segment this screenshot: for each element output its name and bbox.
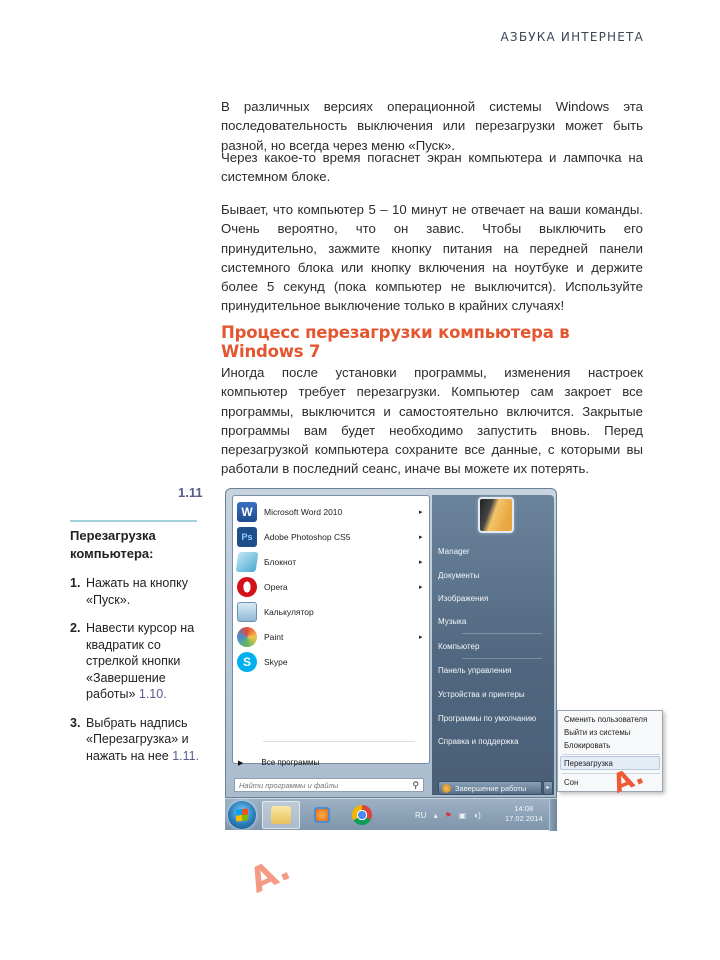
program-paint[interactable]: Paint ▸ [237, 625, 427, 649]
submenu-arrow-icon: ▸ [419, 534, 423, 541]
section-heading: Процесс перезагрузки компьютера в Windows 7 [221, 323, 570, 361]
paragraph-windows-versions: В различных версиях операционной системы Windows эта последовательность выключения или перезагрузки может быть разной, но всегда через меню «Пуск». [221, 99, 643, 153]
shutdown-options-arrow[interactable]: ▸ [543, 781, 553, 795]
taskbar-explorer[interactable] [262, 801, 300, 829]
search-input[interactable] [239, 781, 412, 790]
divider [462, 633, 542, 634]
submenu-arrow-icon: ▸ [419, 634, 423, 641]
chrome-icon [352, 805, 372, 825]
programs-panel [232, 495, 430, 767]
paint-icon [237, 627, 257, 647]
submenu-arrow-icon: ▸ [419, 584, 423, 591]
menu-item-restart[interactable]: Перезагрузка [564, 759, 613, 768]
skype-icon: S [237, 652, 257, 672]
paragraph-forced-shutdown: Бывает, что компьютер 5 – 10 минут не отвечает на ваши команды. Очень вероятно, что он завис. Чтобы выключить его принудительно, зажмите кнопку питания на передней панели системного блока или кнопку включения на ноутбуке и держите более 5 секунд (пока компьютер не выключится). Используйте принудительное выключение только в крайних случаях! [221, 202, 643, 314]
divider [462, 658, 542, 659]
calculator-icon [237, 602, 257, 622]
network-icon[interactable]: ▣ [458, 810, 467, 820]
search-box[interactable] [234, 778, 424, 792]
paragraph-restart-process: Иногда после установки программы, изменения настроек компьютер требует перезагрузки. Компьютер сам закроет все программы, выключится и самостоятельно включится. Закрытые программы вам будет необходимо запустить вновь. Перед перезагрузкой компьютера сохраните все данные, с которыми вы работали в последний сеанс, иначе вы можете их потерять. [221, 365, 643, 477]
language-indicator[interactable]: RU [415, 810, 427, 820]
annotation-marker-a: A. [608, 760, 648, 800]
clock[interactable]: 14:08 17.02.2014 [505, 804, 543, 823]
program-calculator[interactable]: Калькулятор [237, 600, 427, 624]
place-default-programs[interactable]: Программы по умолчанию [438, 714, 537, 723]
figure-ref: 1.11. [172, 748, 200, 763]
place-control-panel[interactable]: Панель управления [438, 666, 512, 675]
submenu-arrow-icon: ▸ [419, 509, 423, 516]
step-item: 1. Нажать на кнопку «Пуск». [70, 576, 189, 607]
places-panel [432, 495, 554, 795]
place-computer[interactable]: Компьютер [438, 642, 480, 651]
volume-icon[interactable]: ◖) [473, 810, 481, 820]
program-opera[interactable]: Opera ▸ [237, 575, 427, 599]
program-word[interactable]: W Microsoft Word 2010 ▸ [237, 500, 427, 524]
triangle-right-icon: ▶ [238, 759, 244, 767]
notepad-icon [236, 552, 259, 572]
paragraph-screen-off: Через какое-то время погаснет экран компьютера и лампочка на системном блоке. [221, 150, 643, 185]
divider [263, 741, 415, 742]
running-head: АЗБУКА ИНТЕРНЕТА [500, 30, 644, 44]
steps-list [70, 575, 215, 776]
sidebar-divider [70, 520, 197, 522]
taskbar-chrome[interactable] [343, 801, 381, 829]
submenu-arrow-icon: ▸ [419, 559, 423, 566]
photoshop-icon: Ps [237, 527, 257, 547]
annotation-marker-a-large: A. [243, 848, 297, 902]
step-item: 2. Навести курсор на квадратик со стрелкой кнопки «Завершение работы» 1.10. [70, 621, 195, 701]
sidebar-title: Перезагрузка компьютера: [70, 528, 156, 561]
divider [562, 754, 660, 755]
figure-number: 1.11 [178, 485, 203, 500]
place-devices-printers[interactable]: Устройства и принтеры [438, 690, 525, 699]
menu-item-lock[interactable]: Блокировать [564, 741, 611, 750]
menu-item-sleep[interactable]: Сон [564, 778, 579, 787]
user-avatar[interactable] [478, 497, 514, 533]
place-help-support[interactable]: Справка и поддержка [438, 737, 519, 746]
action-center-icon[interactable]: ⚑ [444, 810, 452, 820]
program-notepad[interactable]: Блокнот ▸ [237, 550, 427, 574]
start-menu [225, 488, 557, 798]
system-tray [415, 799, 481, 831]
taskbar-media-player[interactable] [303, 801, 341, 829]
show-hidden-icons[interactable]: ▴ [433, 810, 438, 820]
folder-icon [271, 806, 291, 824]
word-icon: W [237, 502, 257, 522]
power-icon [442, 784, 451, 793]
place-documents[interactable]: Документы [438, 571, 480, 580]
start-button[interactable] [228, 801, 256, 829]
taskbar [225, 798, 557, 830]
media-player-icon [314, 807, 330, 823]
place-manager[interactable]: Manager [438, 547, 470, 556]
place-music[interactable]: Музыка [438, 617, 467, 626]
program-photoshop[interactable]: Ps Adobe Photoshop CS5 ▸ [237, 525, 427, 549]
all-programs-button[interactable]: ▶ Все программы [238, 758, 320, 767]
menu-item-switch-user[interactable]: Сменить пользователя [564, 715, 648, 724]
shutdown-context-menu [557, 710, 663, 792]
program-skype[interactable]: S Skype [237, 650, 427, 674]
shutdown-button[interactable]: Завершение работы [438, 781, 542, 795]
place-pictures[interactable]: Изображения [438, 594, 489, 603]
search-icon[interactable]: ⚲ [412, 779, 419, 790]
show-desktop-button[interactable] [549, 799, 557, 831]
opera-icon [237, 577, 257, 597]
figure-ref: 1.10. [138, 687, 167, 701]
menu-item-log-off[interactable]: Выйти из системы [564, 728, 631, 737]
step-item: 3. Выбрать надпись «Перезагрузка» и нажать на нее 1.11. [70, 715, 200, 763]
